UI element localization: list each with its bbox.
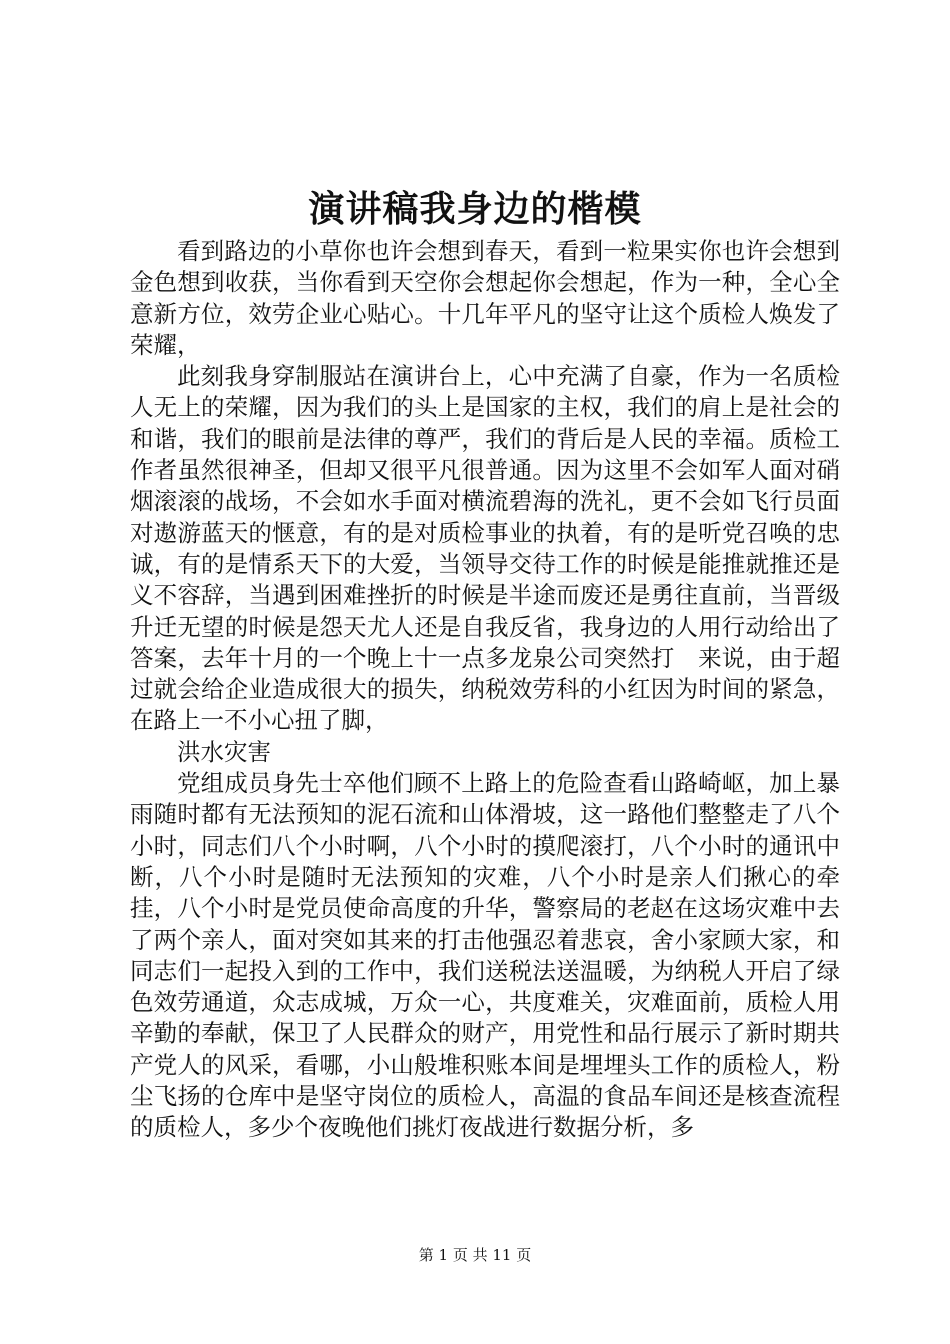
paragraph-3-heading: 洪水灾害 bbox=[177, 737, 271, 766]
document-title: 演讲稿我身边的楷模 bbox=[308, 188, 642, 230]
paragraph-1: 看到路边的小草你也许会想到春天，看到一粒果实你也许会想到金色想到收获，当你看到天空你会想起你会想起，作为一种，全心全意新方位，效劳企业心贴心。十几年平凡的坚守让这个质检人焕发了荣耀， bbox=[130, 237, 840, 359]
document-body bbox=[130, 236, 840, 1144]
paragraph-2: 此刻我身穿制服站在演讲台上，心中充满了自豪，作为一名质检人无上的荣耀，因为我们的头上是国家的主权，我们的肩上是社会的和谐，我们的眼前是法律的尊严，我们的背后是人民的幸福。质检工作者虽然很神圣，但却又很平凡很普通。因为这里不会如军人面对硝烟滚滚的战场，不会如水手面对横流碧海的洗礼，更不会如飞行员面对遨游蓝天的惬意，有的是对质检事业的执着，有的是听党召唤的忠诚，有的是情系天下的大爱，当领导交待工作的时候是能推就推还是义不容辞，当遇到困难挫折的时候是半途而废还是勇往直前，当晋级升迁无望的时候是怨天尤人还是自我反省，我身边的人用行动给出了答案，去年十月的一个晚上十一点多龙泉公司突然打 来说，由于超过就会给企业造成很大的损失，纳税效劳科的小红因为时间的紧急，在路上一不小心扭了脚， bbox=[130, 362, 840, 735]
page-footer: 第 1 页 共 11 页 bbox=[418, 1246, 532, 1264]
paragraph-4: 党组成员身先士卒他们顾不上路上的危险查看山路崎岖，加上暴雨随时都有无法预知的泥石流和山体滑坡，这一路他们整整走了八个小时，同志们八个小时啊，八个小时的摸爬滚打，八个小时的通讯中断，八个小时是随时无法预知的灾难，八个小时是亲人们揪心的牵挂，八个小时是党员使命高度的升华，警察局的老赵在这场灾难中去了两个亲人，面对突如其来的打击他强忍着悲哀，舍小家顾大家，和同志们一起投入到的工作中，我们送税法送温暖，为纳税人开启了绿色效劳通道，众志成城，万众一心，共度难关，灾难面前，质检人用辛勤的奉献，保卫了人民群众的财产，用党性和品行展示了新时期共产党人的风采，看哪，小山般堆积账本间是埋埋头工作的质检人，粉尘飞扬的仓库中是坚守岗位的质检人，高温的食品车间还是核查流程的质检人，多少个夜晚他们挑灯夜战进行数据分析，多 bbox=[130, 769, 840, 1142]
